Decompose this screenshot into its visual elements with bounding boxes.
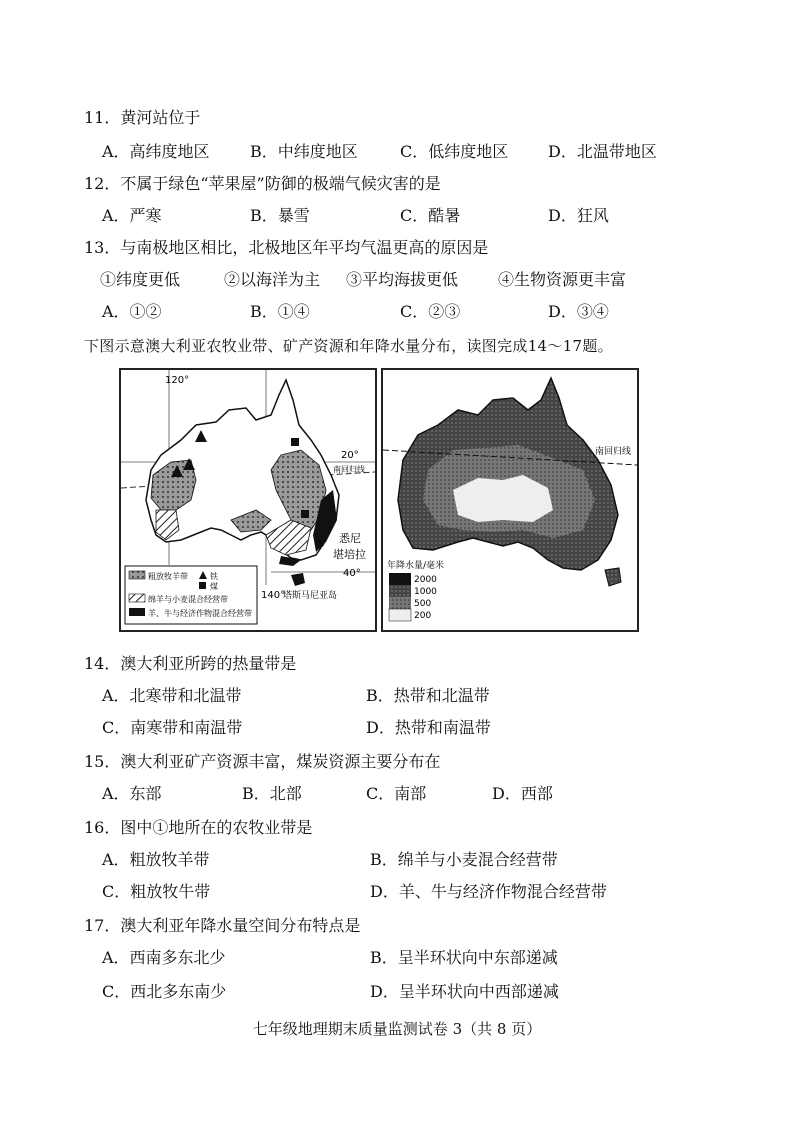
q16-stem: 16．图中①地所在的农牧业带是	[84, 818, 313, 837]
q12-option-c[interactable]: C．酷暑	[400, 206, 461, 225]
page-footer: 七年级地理期末质量监测试卷 3（共 8 页）	[252, 1020, 542, 1038]
legend-mixed: 羊、牛与经济作物混合经营带	[148, 609, 252, 618]
q11-stem: 11．黄河站位于	[84, 108, 201, 127]
q13-statement-2: ②以海洋为主	[224, 270, 321, 289]
label-lat-20: 20°	[341, 450, 359, 461]
q14-option-d[interactable]: D．热带和南温带	[366, 718, 491, 737]
q15-option-b[interactable]: B．北部	[242, 784, 302, 803]
legend-level-1000: 1000	[414, 587, 437, 597]
label-city-canberra: 堪培拉	[333, 548, 366, 561]
q17-option-d[interactable]: D．呈半环状向中西部递减	[370, 982, 559, 1001]
q13-statement-3: ③平均海拔更低	[346, 270, 459, 289]
q13-option-c[interactable]: C．②③	[400, 302, 461, 321]
label-tropic-2: 南回归线	[595, 447, 632, 457]
legend-grazing: 粗放牧羊带	[148, 572, 188, 581]
q16-option-b[interactable]: B．绵羊与小麦混合经营带	[370, 850, 558, 869]
q15-option-d[interactable]: D．西部	[492, 784, 553, 803]
label-lon-140: 140°	[261, 590, 286, 601]
q17-option-c[interactable]: C．西北多东南少	[102, 982, 227, 1001]
label-marker-1: ①	[317, 540, 326, 550]
q16-option-c[interactable]: C．粗放牧牛带	[102, 882, 211, 901]
q11-option-b[interactable]: B．中纬度地区	[250, 142, 358, 161]
q14-option-b[interactable]: B．热带和北温带	[366, 686, 490, 705]
q14-option-c[interactable]: C．南寒带和南温带	[102, 718, 243, 737]
coal-icon	[301, 510, 309, 518]
q13-option-d[interactable]: D．③④	[548, 302, 609, 321]
q13-statement-1: ①纬度更低	[100, 270, 181, 289]
legend-precip-title: 年降水量/毫米	[387, 561, 445, 571]
q13-option-b[interactable]: B．①④	[250, 302, 310, 321]
q12-stem: 12．不属于绿色“苹果屋”防御的极端气候灾害的是	[84, 174, 441, 193]
legend-coal-icon	[199, 582, 206, 589]
q13-option-a[interactable]: A．①②	[102, 302, 162, 321]
q15-stem: 15．澳大利亚矿产资源丰富，煤炭资源主要分布在	[84, 752, 441, 771]
label-lon-120: 120°	[165, 375, 190, 386]
label-tasmania: 塔斯马尼亚岛	[283, 591, 338, 601]
map-agriculture-minerals	[119, 368, 377, 632]
tasmania-precip	[605, 568, 621, 586]
q16-option-d[interactable]: D．羊、牛与经济作物混合经营带	[370, 882, 607, 901]
q12-option-d[interactable]: D．狂风	[548, 206, 609, 225]
legend-sheep-wheat: 绵羊与小麦混合经营带	[148, 595, 228, 604]
q12-option-b[interactable]: B．暴雪	[250, 206, 310, 225]
q11-option-a[interactable]: A．高纬度地区	[102, 142, 210, 161]
legend-level-200: 200	[414, 611, 432, 621]
q15-option-c[interactable]: C．南部	[366, 784, 427, 803]
label-lat-40: 40°	[343, 568, 361, 579]
q15-option-a[interactable]: A．东部	[102, 784, 162, 803]
q13-stem: 13．与南极地区相比，北极地区年平均气温更高的原因是	[84, 238, 489, 257]
q11-option-c[interactable]: C．低纬度地区	[400, 142, 509, 161]
label-city-sydney: 悉尼	[339, 532, 361, 545]
legend-level-2000: 2000	[414, 575, 437, 585]
q11-option-d[interactable]: D．北温带地区	[548, 142, 657, 161]
q17-option-a[interactable]: A．西南多东北少	[102, 948, 226, 967]
figure-intro: 下图示意澳大利亚农牧业带、矿产资源和年降水量分布，读图完成14～17题。	[84, 337, 613, 355]
legend-iron: 铁	[210, 572, 218, 581]
label-tropic: 南回归线	[333, 465, 365, 474]
q17-stem: 17．澳大利亚年降水量空间分布特点是	[84, 916, 361, 935]
q17-option-b[interactable]: B．呈半环状向中东部递减	[370, 948, 558, 967]
q14-stem: 14．澳大利亚所跨的热量带是	[84, 654, 297, 673]
legend-level-500: 500	[414, 599, 432, 609]
coal-icon	[291, 438, 299, 446]
legend-coal: 煤	[210, 582, 218, 591]
q14-option-a[interactable]: A．北寒带和北温带	[102, 686, 242, 705]
q13-statement-4: ④生物资源更丰富	[498, 270, 627, 289]
q16-option-a[interactable]: A．粗放牧羊带	[102, 850, 210, 869]
tasmania-shape	[291, 573, 305, 586]
map1-legend	[125, 566, 257, 624]
q12-option-a[interactable]: A．严寒	[102, 206, 162, 225]
map-precipitation	[381, 368, 639, 632]
map2-legend	[387, 559, 444, 621]
